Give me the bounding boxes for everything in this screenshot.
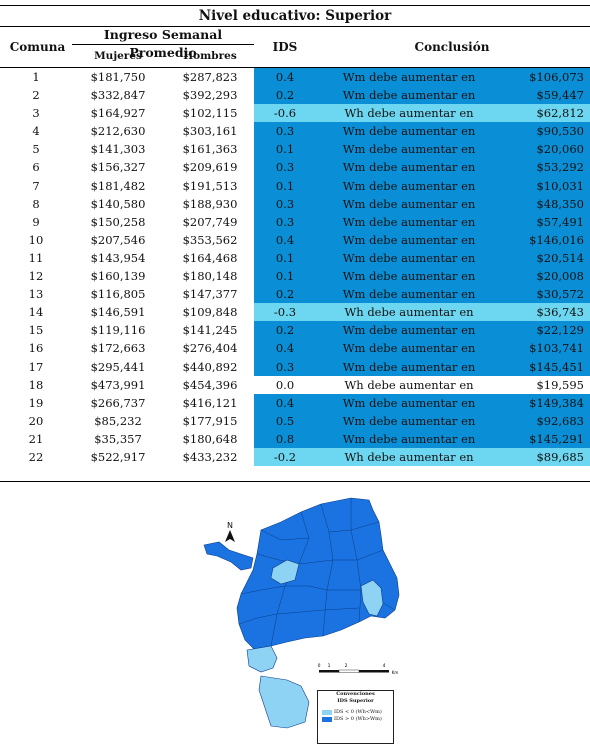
cell-mujeres: $266,737 <box>90 395 146 410</box>
table-row <box>0 177 590 195</box>
cell-conclusion-value: $90,530 <box>536 124 584 139</box>
table-row <box>0 412 590 430</box>
cell-conclusion-value: $48,350 <box>536 196 584 211</box>
cell-ids: -0.3 <box>273 305 297 320</box>
cell-conclusion-text: Wm debe aumentar en <box>342 142 476 157</box>
cell-mujeres: $35,357 <box>94 431 142 446</box>
scale-label-2: 2 <box>344 664 348 669</box>
table-row <box>0 249 590 267</box>
cell-comuna: 8 <box>32 196 40 211</box>
cell-conclusion-value: $20,060 <box>536 142 584 157</box>
cell-ids: 0.4 <box>275 232 295 247</box>
cell-mujeres: $150,258 <box>90 214 146 229</box>
cell-comuna: 7 <box>32 178 40 193</box>
table-row <box>0 213 590 231</box>
region-west-strip <box>204 542 253 570</box>
cell-comuna: 21 <box>28 431 44 446</box>
cell-conclusion-text: Wm debe aumentar en <box>342 287 476 302</box>
table-bottom-rule <box>0 481 590 482</box>
cell-comuna: 3 <box>32 106 40 121</box>
cell-ids: -0.6 <box>273 106 297 121</box>
scale-bar <box>318 663 399 675</box>
cell-comuna: 17 <box>28 359 44 374</box>
cell-conclusion-text: Wm debe aumentar en <box>342 160 476 175</box>
cell-hombres: $276,404 <box>182 341 238 356</box>
cell-hombres: $209,619 <box>182 160 238 175</box>
cell-conclusion-value: $149,384 <box>529 395 584 410</box>
cell-ids: 0.1 <box>275 178 295 193</box>
cell-ids: 0.1 <box>275 142 295 157</box>
cell-comuna: 10 <box>28 232 44 247</box>
cell-conclusion-value: $92,683 <box>536 413 584 428</box>
cell-conclusion-value: $146,016 <box>529 232 584 247</box>
header-mujeres: Mujeres <box>94 50 142 62</box>
cell-comuna: 6 <box>32 160 40 175</box>
cell-mujeres: $85,232 <box>94 413 142 428</box>
cell-hombres: $207,749 <box>182 214 238 229</box>
cell-ids: 0.5 <box>275 413 295 428</box>
table-row <box>0 358 590 376</box>
cell-hombres: $109,848 <box>182 305 238 320</box>
cell-mujeres: $181,750 <box>90 70 146 84</box>
table-row <box>0 448 590 466</box>
legend-label-positive: IDS > 0 (Wh>Wm) <box>334 716 382 722</box>
cell-comuna: 1 <box>32 70 40 84</box>
cell-conclusion-text: Wm debe aumentar en <box>342 124 476 139</box>
table-title: Nivel educativo: Superior <box>0 5 590 27</box>
scale-label-4: 4 <box>382 664 386 669</box>
cell-ids: 0.2 <box>275 88 295 103</box>
cell-hombres: $188,930 <box>182 196 238 211</box>
cell-mujeres: $295,441 <box>90 359 146 374</box>
cell-conclusion-value: $103,741 <box>529 341 584 356</box>
cell-mujeres: $146,591 <box>90 305 146 320</box>
cell-ids: 0.0 <box>275 377 295 392</box>
cell-mujeres: $143,954 <box>90 250 146 265</box>
map-legend <box>317 690 394 744</box>
cell-ids: 0.4 <box>275 395 295 410</box>
cell-ids: 0.2 <box>275 287 295 302</box>
cell-conclusion-text: Wh debe aumentar en <box>344 305 474 320</box>
cell-ids: 0.1 <box>275 269 295 284</box>
cell-conclusion-value: $145,291 <box>529 431 584 446</box>
legend-swatch-positive <box>322 717 332 722</box>
cell-comuna: 16 <box>28 341 44 356</box>
cell-mujeres: $207,546 <box>90 232 146 247</box>
cell-conclusion-value: $20,514 <box>536 250 584 265</box>
table-row <box>0 303 590 321</box>
cell-hombres: $392,293 <box>182 88 238 103</box>
cell-hombres: $180,148 <box>182 269 238 284</box>
cell-conclusion-value: $36,743 <box>536 305 584 320</box>
cell-conclusion-text: Wh debe aumentar en <box>344 377 474 392</box>
cell-mujeres: $141,303 <box>90 142 146 157</box>
header-comuna: Comuna <box>9 40 66 54</box>
table-row <box>0 394 590 412</box>
cell-comuna: 12 <box>28 269 44 284</box>
cell-conclusion-value: $10,031 <box>536 178 584 193</box>
cell-conclusion-text: Wm debe aumentar en <box>342 431 476 446</box>
cell-hombres: $102,115 <box>182 106 238 121</box>
cell-conclusion-text: Wh debe aumentar en <box>344 106 474 121</box>
cell-conclusion-value: $20,008 <box>536 269 584 284</box>
cell-conclusion-text: Wm debe aumentar en <box>342 250 476 265</box>
cell-conclusion-value: $89,685 <box>536 449 584 464</box>
region-light-south-west <box>247 646 277 672</box>
cell-comuna: 15 <box>28 323 44 338</box>
cell-mujeres: $522,917 <box>90 449 146 464</box>
cell-mujeres: $212,630 <box>90 124 146 139</box>
legend-item-negative <box>318 709 393 716</box>
cell-conclusion-value: $22,129 <box>536 323 584 338</box>
table-row <box>0 376 590 394</box>
table-row <box>0 285 590 303</box>
cell-comuna: 18 <box>28 377 44 392</box>
legend-label-negative: IDS < 0 (Wh<Wm) <box>334 709 382 715</box>
cell-hombres: $416,121 <box>182 395 238 410</box>
cell-mujeres: $140,580 <box>90 196 146 211</box>
cell-conclusion-value: $62,812 <box>536 106 584 121</box>
table-row <box>0 267 590 285</box>
cell-comuna: 22 <box>28 449 44 464</box>
cell-comuna: 5 <box>32 142 40 157</box>
scale-unit: Km <box>391 670 399 675</box>
cell-conclusion-text: Wm debe aumentar en <box>342 70 476 84</box>
cell-ids: 0.3 <box>275 359 295 374</box>
scale-label-1: 1 <box>327 664 331 669</box>
cell-comuna: 2 <box>32 88 40 103</box>
table-row <box>0 321 590 339</box>
cell-conclusion-text: Wh debe aumentar en <box>344 449 474 464</box>
cell-hombres: $164,468 <box>182 250 238 265</box>
cell-comuna: 14 <box>28 305 44 320</box>
cell-mujeres: $181,482 <box>90 178 146 193</box>
cell-hombres: $287,823 <box>182 70 238 84</box>
cell-ids: 0.4 <box>275 70 295 84</box>
cell-ids: 0.2 <box>275 323 295 338</box>
cell-hombres: $147,377 <box>182 287 238 302</box>
cell-ids: 0.4 <box>275 341 295 356</box>
cell-conclusion-value: $19,595 <box>536 377 584 392</box>
cell-ids: -0.2 <box>273 449 297 464</box>
cell-conclusion-text: Wm debe aumentar en <box>342 395 476 410</box>
region-main <box>237 498 399 650</box>
cell-hombres: $180,648 <box>182 431 238 446</box>
cell-ids: 0.3 <box>275 196 295 211</box>
cell-conclusion-text: Wm debe aumentar en <box>342 178 476 193</box>
cell-hombres: $433,232 <box>182 449 238 464</box>
scale-label-0: 0 <box>317 664 321 669</box>
cell-hombres: $353,562 <box>182 232 238 247</box>
north-arrow <box>225 521 235 542</box>
cell-comuna: 11 <box>28 250 44 265</box>
cell-conclusion-text: Wm debe aumentar en <box>342 341 476 356</box>
table-row <box>0 140 590 158</box>
cell-conclusion-text: Wm debe aumentar en <box>342 232 476 247</box>
cell-comuna: 20 <box>28 413 44 428</box>
legend-item-positive <box>318 716 393 723</box>
cell-conclusion-value: $57,491 <box>536 214 584 229</box>
cell-conclusion-value: $106,073 <box>529 70 584 84</box>
cell-conclusion-text: Wm debe aumentar en <box>342 323 476 338</box>
cell-comuna: 13 <box>28 287 44 302</box>
cell-ids: 0.3 <box>275 160 295 175</box>
cell-hombres: $303,161 <box>182 124 238 139</box>
table-row <box>0 430 590 448</box>
cell-ids: 0.8 <box>275 431 295 446</box>
table-row <box>0 195 590 213</box>
cell-conclusion-text: Wm debe aumentar en <box>342 196 476 211</box>
table-row <box>0 68 590 86</box>
region-light-south <box>259 676 309 728</box>
cell-hombres: $177,915 <box>182 413 238 428</box>
table-row <box>0 158 590 176</box>
table-row <box>0 86 590 104</box>
table-row <box>0 122 590 140</box>
cell-mujeres: $172,663 <box>90 341 146 356</box>
cell-mujeres: $473,991 <box>90 377 146 392</box>
cell-conclusion-text: Wm debe aumentar en <box>342 413 476 428</box>
header-ids: IDS <box>272 40 298 54</box>
cell-conclusion-text: Wm debe aumentar en <box>342 88 476 103</box>
cell-hombres: $191,513 <box>182 178 238 193</box>
cell-hombres: $440,892 <box>182 359 238 374</box>
cell-conclusion-text: Wm debe aumentar en <box>342 269 476 284</box>
cell-conclusion-value: $145,451 <box>529 359 584 374</box>
table-body <box>0 68 590 466</box>
cell-comuna: 19 <box>28 395 44 410</box>
cell-conclusion-text: Wm debe aumentar en <box>342 214 476 229</box>
cell-conclusion-value: $53,292 <box>536 160 584 175</box>
header-ingreso: Ingreso Semanal Promedio <box>103 27 223 60</box>
cell-ids: 0.1 <box>275 250 295 265</box>
legend-swatch-negative <box>322 710 332 715</box>
cell-mujeres: $160,139 <box>90 269 146 284</box>
header-conclusion: Conclusión <box>414 40 490 54</box>
cell-ids: 0.3 <box>275 214 295 229</box>
north-label: N <box>227 521 233 530</box>
cell-mujeres: $116,805 <box>90 287 146 302</box>
cell-hombres: $141,245 <box>182 323 238 338</box>
cell-comuna: 4 <box>32 124 40 139</box>
cell-hombres: $161,363 <box>182 142 238 157</box>
cell-mujeres: $332,847 <box>90 88 146 103</box>
cell-conclusion-value: $59,447 <box>536 88 584 103</box>
legend-title: Convenciones <box>336 691 375 697</box>
cell-ids: 0.3 <box>275 124 295 139</box>
table-row <box>0 231 590 249</box>
cell-comuna: 9 <box>32 214 40 229</box>
cell-conclusion-value: $30,572 <box>536 287 584 302</box>
cell-conclusion-text: Wm debe aumentar en <box>342 359 476 374</box>
table-row <box>0 339 590 357</box>
table-row <box>0 104 590 122</box>
header-hombres: Hombres <box>183 50 237 62</box>
cell-hombres: $454,396 <box>182 377 238 392</box>
cell-mujeres: $164,927 <box>90 106 146 121</box>
legend-subtitle: IDS Superior <box>337 698 374 704</box>
cell-mujeres: $156,327 <box>90 160 146 175</box>
cell-mujeres: $119,116 <box>90 323 146 338</box>
